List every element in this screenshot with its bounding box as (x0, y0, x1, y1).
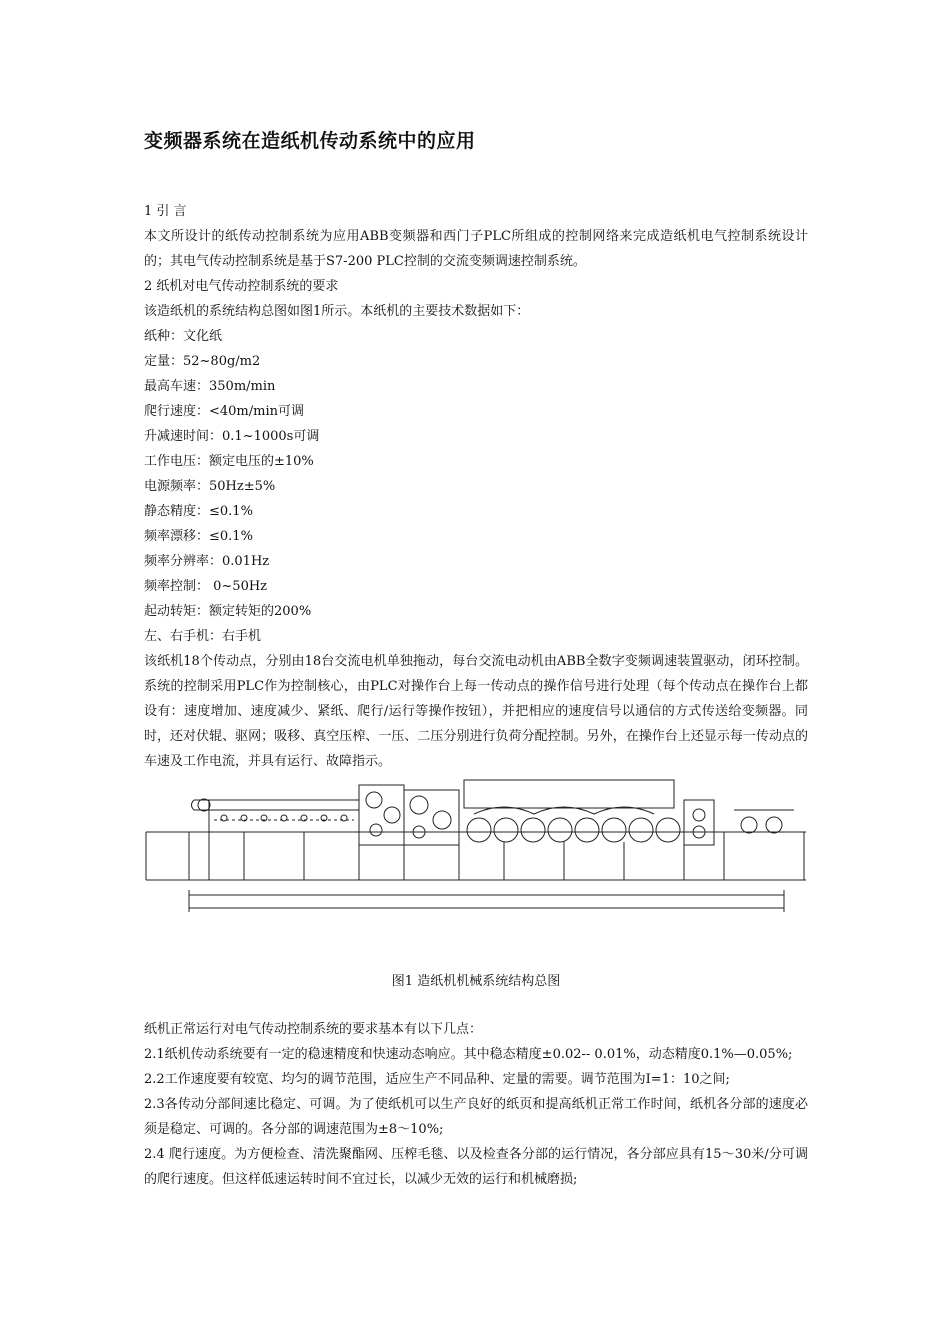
section1-heading: 1 引 言 (144, 204, 187, 219)
spec-item: 静态精度：≤0.1% (144, 504, 253, 519)
spec-item: 频率漂移：≤0.1% (144, 529, 253, 544)
spec-item: 爬行速度：<40m/min可调 (144, 404, 304, 419)
requirement-item: 2.1纸机传动系统要有一定的稳速精度和快速动态响应。其中稳态精度±0.02-- 0.01%，动态精度0.1%—0.05%; (144, 1047, 793, 1062)
body-text-block-1 (144, 199, 808, 774)
section2-heading: 2 纸机对电气传动控制系统的要求 (144, 279, 339, 294)
spec-item: 升减速时间：0.1~1000s可调 (144, 429, 320, 444)
requirement-item: 2.3各传动分部间速比稳定、可调。为了使纸机可以生产良好的纸页和提高纸机正常工作时间，纸机各分部的速度必须是稳定、可调的。各分部的调速范围为±8～10%; (144, 1097, 808, 1137)
spec-item: 起动转矩：额定转矩的200% (144, 604, 312, 619)
machine-paragraph: 该纸机18个传动点，分别由18台交流电机单独拖动，每台交流电动机由ABB全数字变频调速装置驱动，闭环控制。系统的控制采用PLC作为控制核心，由PLC对操作台上每一传动点的操作信号进行处理（每个传动点在操作台上都设有：速度增加、速度减少、紧纸、爬行/运行等操作按钮），并把相应的速度信号以通信的方式传送给变频器。同时，还对伏辊、驱网；吸移、真空压榨、一压、二压分别进行负荷分配控制。另外，在操作台上还显示每一传动点的车速及工作电流，并具有运行、故障指示。 (144, 654, 808, 769)
spec-item: 纸种：文化纸 (144, 329, 223, 344)
requirement-item: 2.2工作速度要有较宽、均匀的调节范围，适应生产不同品种、定量的需要。调节范围为I=1：10之间; (144, 1072, 730, 1087)
spec-item: 频率控制： 0~50Hz (144, 579, 268, 594)
paper-machine-drawing (144, 770, 808, 920)
document-title: 变频器系统在造纸机传动系统中的应用 (144, 130, 476, 152)
requirement-item: 2.4 爬行速度。为方便检查、清洗聚酯网、压榨毛毯、以及检查各分部的运行情况，各分部应具有15～30米/分可调的爬行速度。但这样低速运转时间不宜过长，以减少无效的运行和机械磨损; (144, 1147, 808, 1187)
machine-structure-figure (144, 770, 808, 920)
spec-item: 电源频率：50Hz±5% (144, 479, 276, 494)
spec-item: 频率分辨率：0.01Hz (144, 554, 270, 569)
spec-item: 最高车速：350m/min (144, 379, 276, 394)
spec-item: 定量：52~80g/m2 (144, 354, 261, 369)
spec-item: 左、右手机：右手机 (144, 629, 262, 644)
figure-caption: 图1 造纸机机械系统结构总图 (391, 974, 561, 989)
intro-paragraph: 本文所设计的纸传动控制系统为应用ABB变频器和西门子PLC所组成的控制网络来完成造纸机电气控制系统设计的；其电气传动控制系统是基于S7-200 PLC控制的交流变频调速控制系统。 (144, 229, 808, 269)
section2-intro: 该造纸机的系统结构总图如图1所示。本纸机的主要技术数据如下： (144, 304, 530, 319)
body-text-block-2 (144, 1017, 808, 1192)
requirements-intro: 纸机正常运行对电气传动控制系统的要求基本有以下几点： (144, 1022, 483, 1037)
spec-item: 工作电压：额定电压的±10% (144, 454, 314, 469)
